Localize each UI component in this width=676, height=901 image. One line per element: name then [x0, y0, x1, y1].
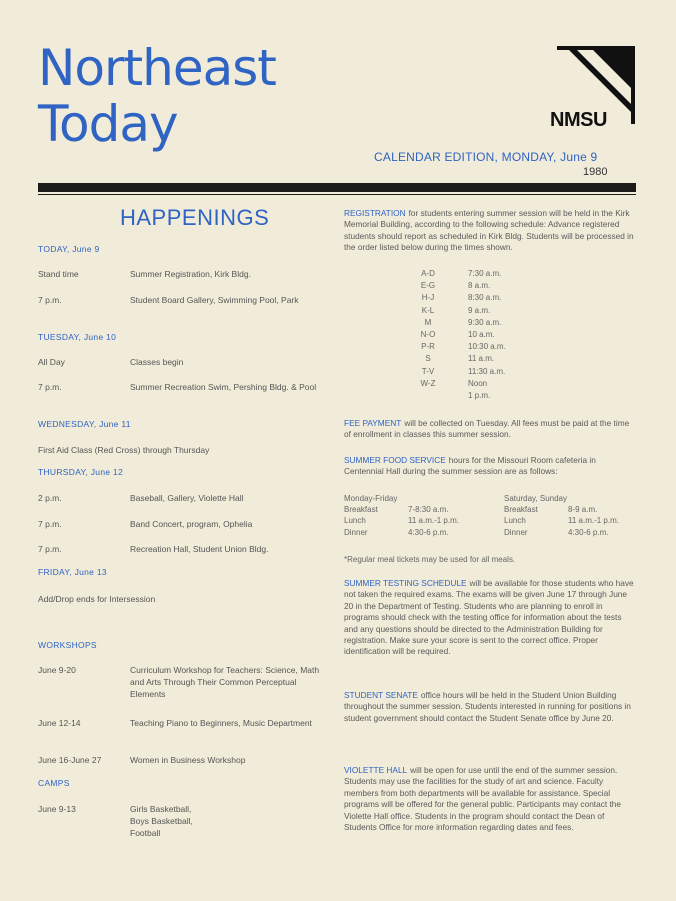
event-text: Add/Drop ends for Intersession	[38, 594, 156, 604]
event-desc: Teaching Piano to Beginners, Music Department	[130, 718, 312, 728]
schedule-time: 9:30 a.m.	[468, 317, 502, 327]
schedule-row	[398, 280, 558, 292]
hours-row	[504, 504, 644, 515]
hours-row	[504, 527, 644, 538]
schedule-letters: A-D	[421, 269, 435, 278]
senate-text: office hours will be held in the Student Union Building throughout the summer session. Students interested in running for positions in student government should contact the Student Senate office by June 20.	[344, 690, 631, 723]
event-time: June 12-14	[38, 718, 81, 728]
schedule-letters: W-Z	[420, 378, 436, 388]
schedule-letters: E-G	[420, 281, 436, 291]
hours-weekday	[344, 493, 484, 538]
hours-value: 4:30-6 p.m.	[408, 527, 449, 537]
event-row	[38, 492, 334, 504]
schedule-row	[398, 329, 558, 341]
schedule-time: 11:30 a.m.	[468, 366, 506, 376]
food-keyword: SUMMER FOOD SERVICE	[344, 455, 446, 465]
hours-row	[344, 493, 484, 504]
happenings-heading: HAPPENINGS	[120, 205, 270, 230]
violette-text: will be open for use until the end of the summer session. Students may use the facilities for the study of art and science. Faculty members from both departments will be available for assistance. Special programs will be offered for the general public. Participants may contact the Violette Hall office. Students in the program should contact the Dean of Students Office for more information regarding dates and fees.	[344, 765, 622, 833]
schedule-row	[398, 378, 558, 390]
hours-value: 11 a.m.-1 p.m.	[408, 516, 459, 526]
event-desc: Girls Basketball, Boys Basketball, Football	[130, 804, 193, 838]
event-row	[38, 754, 334, 766]
schedule-row	[398, 366, 558, 378]
schedule-row	[398, 341, 558, 353]
event-desc: Classes begin	[130, 357, 184, 367]
event-row	[38, 543, 334, 555]
hours-value: 4:30-6 p.m.	[568, 527, 609, 537]
hours-label: Monday-Friday	[344, 494, 398, 503]
student-senate-notice	[344, 690, 636, 724]
day-heading: TUESDAY, June 10	[38, 332, 117, 342]
schedule-time: 1 p.m.	[468, 390, 491, 400]
hours-row	[344, 527, 484, 538]
schedule-row	[398, 390, 558, 402]
violette-hall-notice	[344, 765, 636, 833]
food-service-notice	[344, 455, 636, 478]
schedule-time: 9 a.m.	[468, 305, 491, 315]
nmsu-logo	[547, 46, 635, 132]
event-time: Stand time	[38, 269, 79, 279]
logo-text: NMSU	[550, 109, 607, 131]
event-time: All Day	[38, 357, 65, 367]
schedule-time: 11 a.m.	[468, 354, 495, 364]
event-time: June 9-13	[38, 804, 76, 814]
violette-keyword: VIOLETTE HALL	[344, 765, 408, 775]
event-desc: Recreation Hall, Student Union Bldg.	[130, 544, 269, 554]
day-heading: FRIDAY, June 13	[38, 567, 107, 577]
schedule-letters: K-L	[421, 305, 435, 315]
hours-value: 11 a.m.-1 p.m.	[568, 516, 619, 526]
masthead-rule	[38, 183, 636, 192]
hours-label: Breakfast	[504, 505, 538, 515]
event-row	[38, 444, 334, 456]
masthead-title	[38, 40, 276, 152]
logo-triangle-icon	[565, 46, 635, 116]
hours-row	[504, 515, 644, 526]
event-row	[38, 593, 334, 605]
schedule-row	[398, 317, 558, 329]
hours-label: Saturday, Sunday	[504, 494, 568, 503]
event-row	[38, 381, 334, 405]
schedule-letters: H-J	[421, 293, 435, 303]
schedule-row	[398, 292, 558, 304]
schedule-letters: T-V	[421, 366, 435, 376]
schedule-time: 8 a.m.	[468, 281, 491, 291]
schedule-time: 10:30 a.m.	[468, 342, 506, 352]
hours-weekend	[504, 493, 644, 538]
event-desc: Band Concert, program, Ophelia	[130, 519, 253, 529]
hours-value: 7-8:30 a.m.	[408, 505, 449, 515]
schedule-time: 8:30 a.m.	[468, 293, 502, 303]
schedule-letters: S	[425, 354, 431, 364]
event-desc: Student Board Gallery, Swimming Pool, Park	[130, 295, 299, 305]
masthead-line1: Northeast	[38, 39, 276, 97]
schedule-time: 10 a.m.	[468, 329, 495, 339]
event-time: June 9-20	[38, 665, 76, 675]
event-row	[38, 717, 334, 741]
schedule-time: Noon	[468, 378, 488, 388]
day-heading: THURSDAY, June 12	[38, 467, 124, 477]
event-row	[38, 803, 334, 839]
event-time: 7 p.m.	[38, 544, 62, 554]
event-desc: Women in Business Workshop	[130, 755, 246, 765]
fee-payment-notice	[344, 418, 636, 441]
masthead-rule-thin	[38, 194, 636, 195]
edition-year: 1980	[583, 166, 608, 178]
registration-schedule	[398, 268, 558, 402]
day-heading: TODAY, June 9	[38, 244, 100, 254]
schedule-row	[398, 353, 558, 365]
hours-label: Breakfast	[344, 505, 378, 515]
hours-row	[344, 504, 484, 515]
event-row	[38, 518, 334, 530]
event-desc: Baseball, Gallery, Violette Hall	[130, 493, 244, 503]
event-time: 7 p.m.	[38, 382, 62, 392]
testing-notice	[344, 578, 636, 658]
event-desc: Summer Registration, Kirk Bldg.	[130, 269, 251, 279]
hours-row	[504, 493, 644, 504]
event-time: 7 p.m.	[38, 295, 62, 305]
event-text: First Aid Class (Red Cross) through Thursday	[38, 445, 210, 455]
hours-value: 8-9 a.m.	[568, 505, 598, 515]
registration-notice	[344, 208, 636, 254]
schedule-letters: M	[424, 317, 432, 327]
masthead-line2: Today	[38, 95, 178, 153]
hours-label: Dinner	[504, 527, 528, 537]
event-time: 7 p.m.	[38, 519, 62, 529]
event-row	[38, 356, 334, 368]
registration-keyword: REGISTRATION	[344, 208, 406, 218]
schedule-row	[398, 268, 558, 280]
hours-label: Lunch	[504, 516, 526, 526]
day-heading: WORKSHOPS	[38, 640, 97, 650]
senate-keyword: STUDENT SENATE	[344, 690, 418, 700]
event-row	[38, 294, 334, 318]
registration-text: for students entering summer session will be held in the Kirk Memorial Building, according to the following schedule: Advance registered students should report as scheduled in Kirk Bldg. Students will be processed in the order listed below during the times shown.	[344, 208, 634, 253]
schedule-letters: N-O	[420, 329, 436, 339]
testing-keyword: SUMMER TESTING SCHEDULE	[344, 578, 467, 588]
fee-keyword: FEE PAYMENT	[344, 418, 402, 428]
event-row	[38, 268, 334, 280]
event-desc: Summer Recreation Swim, Pershing Bldg. & Pool	[130, 382, 317, 392]
hours-label: Dinner	[344, 527, 368, 537]
hours-row	[344, 515, 484, 526]
edition-line: CALENDAR EDITION, MONDAY, June 9	[374, 150, 598, 164]
day-heading: WEDNESDAY, June 11	[38, 419, 131, 429]
food-text: hours for the Missouri Room cafeteria in Centennial Hall during the summer session are as follows:	[344, 455, 596, 477]
meal-ticket-note: *Regular meal tickets may be used for all meals.	[344, 555, 516, 564]
testing-text: will be available for those students who have not taken the required exams. The exams will be given June 17 through June 20 in the Department of Testing. Students who are planning to enroll in programs should check with the testing office for information about the tests and any questions should be directed to the Administration Building for registration. Make sure your score is sent to the correct office. Proper identification will be required.	[344, 578, 634, 657]
day-heading: CAMPS	[38, 778, 70, 788]
event-row	[38, 664, 334, 700]
event-time: June 16-June 27	[38, 755, 102, 765]
hours-label: Lunch	[344, 516, 366, 526]
fee-text: will be collected on Tuesday. All fees must be paid at the time of enrollment in classes this summer session.	[344, 418, 630, 440]
event-time: 2 p.m.	[38, 493, 62, 503]
event-desc: Curriculum Workshop for Teachers: Science, Math and Arts Through Their Common Perceptual Elements	[130, 665, 320, 699]
schedule-time: 7:30 a.m.	[468, 269, 502, 278]
schedule-row	[398, 305, 558, 317]
schedule-letters: P-R	[421, 342, 435, 352]
